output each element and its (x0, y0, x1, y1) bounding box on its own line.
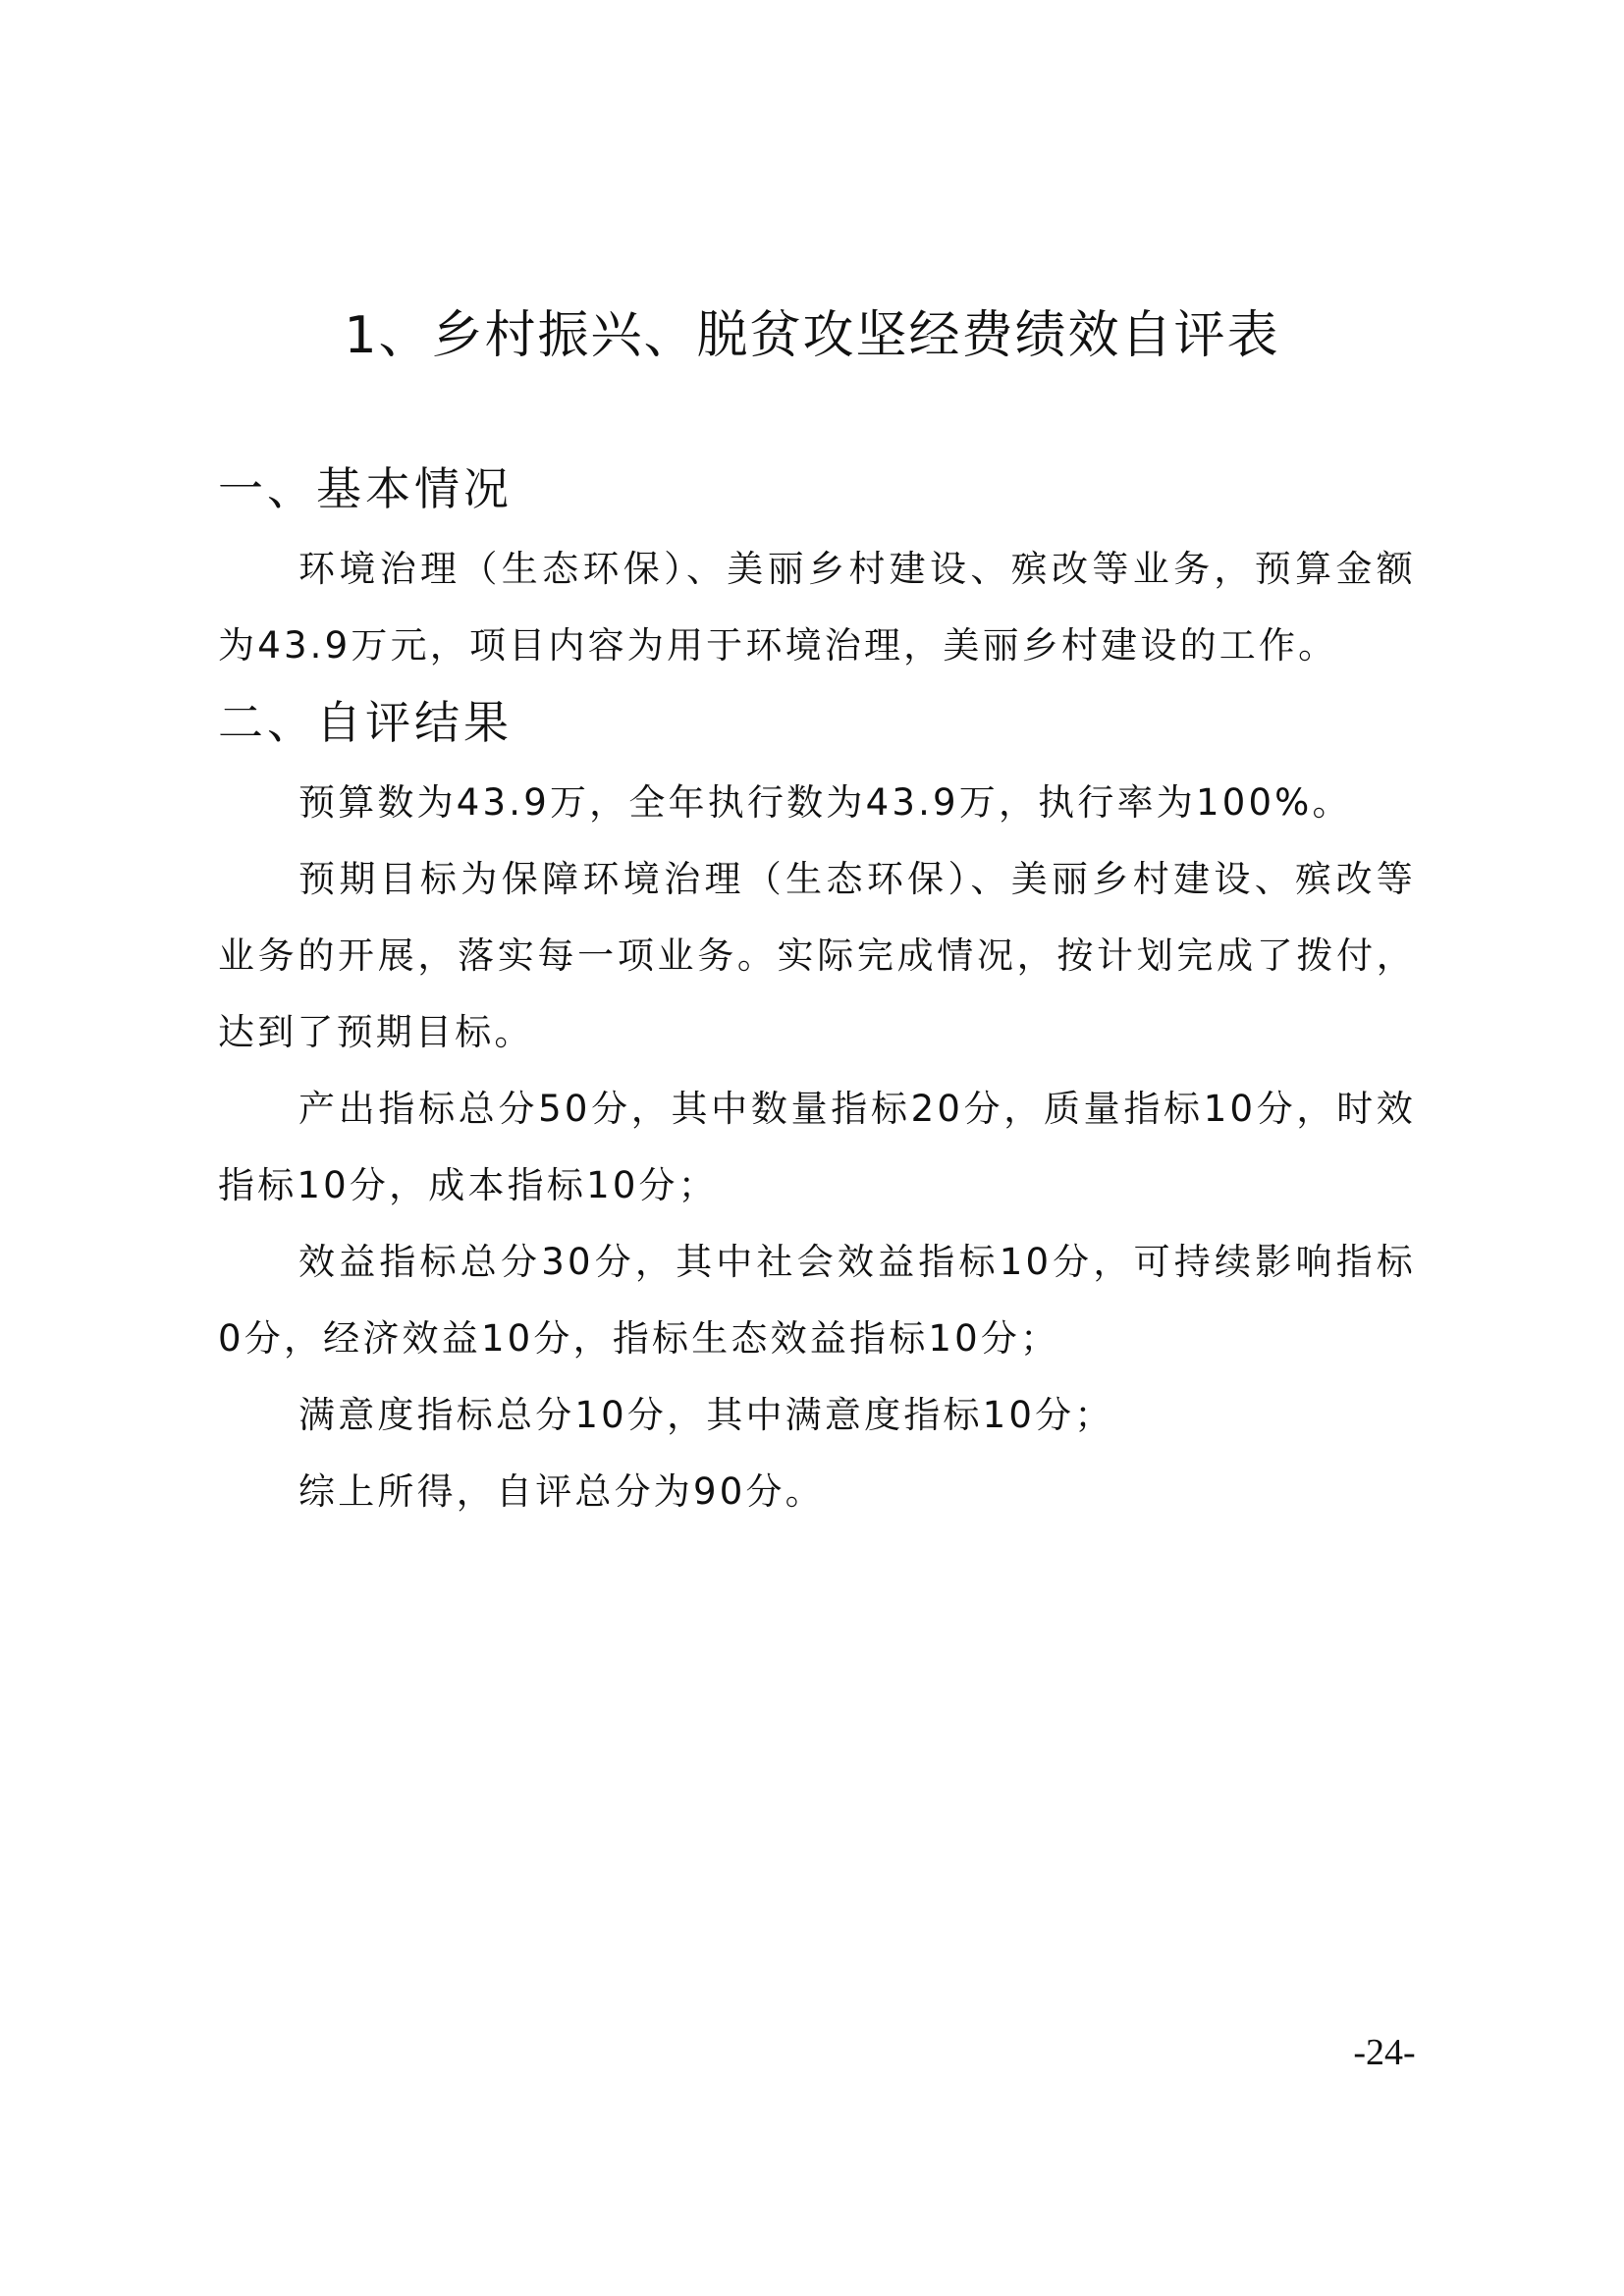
paragraph-execution-rate: 预算数为43.9万，全年执行数为43.9万，执行率为100%。 (298, 781, 1352, 824)
document-title: 1、乡村振兴、脱贫攻坚经费绩效自评表 (344, 306, 1280, 365)
paragraph-goal: 预期目标为保障环境治理（生态环保）、美丽乡村建设、殡改等业务的开展，落实每一项业务。实际完成情况，按计划完成了拨付，达到了预期目标。 (218, 858, 1416, 1053)
paragraph-output-indicators: 产出指标总分50分，其中数量指标20分，质量指标10分，时效指标10分，成本指标10分； (218, 1088, 1416, 1206)
paragraph-satisfaction-indicators: 满意度指标总分10分，其中满意度指标10分； (298, 1394, 1114, 1436)
page-number: -24- (1353, 2032, 1416, 2073)
section-heading-self-eval: 二、自评结果 (218, 696, 513, 749)
paragraph-basic-info: 环境治理（生态环保）、美丽乡村建设、殡改等业务，预算金额为43.9万元，项目内容为用于环境治理，美丽乡村建设的工作。 (218, 548, 1416, 667)
paragraph-total-score: 综上所得，自评总分为90分。 (298, 1470, 825, 1513)
section-heading-basic-info: 一、基本情况 (218, 462, 513, 515)
paragraph-benefit-indicators: 效益指标总分30分，其中社会效益指标10分，可持续影响指标0分，经济效益10分，指标生态效益指标10分； (218, 1241, 1416, 1360)
